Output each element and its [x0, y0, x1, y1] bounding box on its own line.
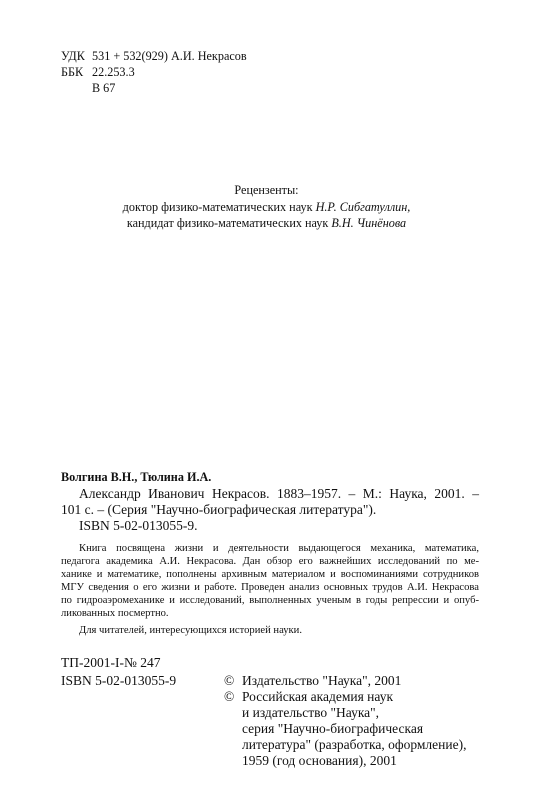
- reviewer-line-2: [0, 216, 533, 231]
- copyright-line-4: серия "Научно-биографическая: [242, 721, 424, 736]
- annotation-line: по гидроаэромеханике и исследований, выполненных ученым в годы репрессии и опуб-: [61, 595, 479, 606]
- bbk-value: 22.253.3: [92, 65, 135, 79]
- bbk-label: ББК: [61, 65, 84, 79]
- annotation-line: ханике и математике, пополнены архивным материалом и воспоминаниями сотрудников: [61, 569, 479, 580]
- bibliographic-isbn: ISBN 5-02-013055-9.: [79, 518, 198, 533]
- reviewer-line-1: [0, 200, 533, 215]
- copyright-line-3: и издательство "Наука",: [242, 705, 380, 720]
- reviewer-1-title: доктор физико-математических наук: [122, 200, 313, 214]
- reviewer-2-title: кандидат физико-математических наук: [126, 216, 329, 230]
- author-mark: В 67: [92, 81, 116, 95]
- bibliographic-line-1: Александр Иванович Некрасов. 1883–1957. – М.: Наука, 2001. –: [79, 486, 479, 501]
- copyright-holder: Российская академия наук: [242, 689, 394, 704]
- reviewer-1-name: Н.Р. Сибгатуллин,: [315, 200, 411, 214]
- udk-label: УДК: [61, 49, 85, 63]
- tp-code: ТП-2001-I-№ 247: [61, 655, 161, 670]
- udk-value: 531 + 532(929) А.И. Некрасов: [92, 49, 247, 63]
- copyright-icon: ©: [224, 689, 235, 704]
- annotation-line: ликованных посмертно.: [61, 608, 169, 619]
- copyright-line-5: литература" (разработка, оформление),: [242, 737, 467, 752]
- annotation-line: педагога академика А.И. Некрасова. Дан обзор его важнейших исследований по ме-: [61, 556, 479, 567]
- reviewer-2-name: В.Н. Чинёнова: [331, 216, 407, 230]
- authors: Волгина В.Н., Тюлина И.А.: [61, 470, 212, 484]
- copyright-line-6: 1959 (год основания), 2001: [242, 753, 397, 768]
- copyright-line-2: [224, 689, 393, 705]
- reviewers-heading: Рецензенты:: [234, 183, 299, 197]
- audience-note: Для читателей, интересующихся историей науки.: [79, 625, 302, 636]
- copyright-line-1: [224, 673, 401, 689]
- imprint-isbn: ISBN 5-02-013055-9: [61, 673, 177, 688]
- annotation-line: МГУ сведения о его жизни и работе. Проведен анализ основных трудов А.И. Некрасова: [61, 582, 479, 593]
- copyright-publisher: Издательство "Наука", 2001: [242, 673, 402, 688]
- copyright-icon: ©: [224, 673, 235, 688]
- bibliographic-line-2: 101 с. – (Серия "Научно-биографическая литература").: [61, 502, 377, 517]
- annotation-line: Книга посвящена жизни и деятельности выдающегося механика, математика,: [79, 543, 479, 554]
